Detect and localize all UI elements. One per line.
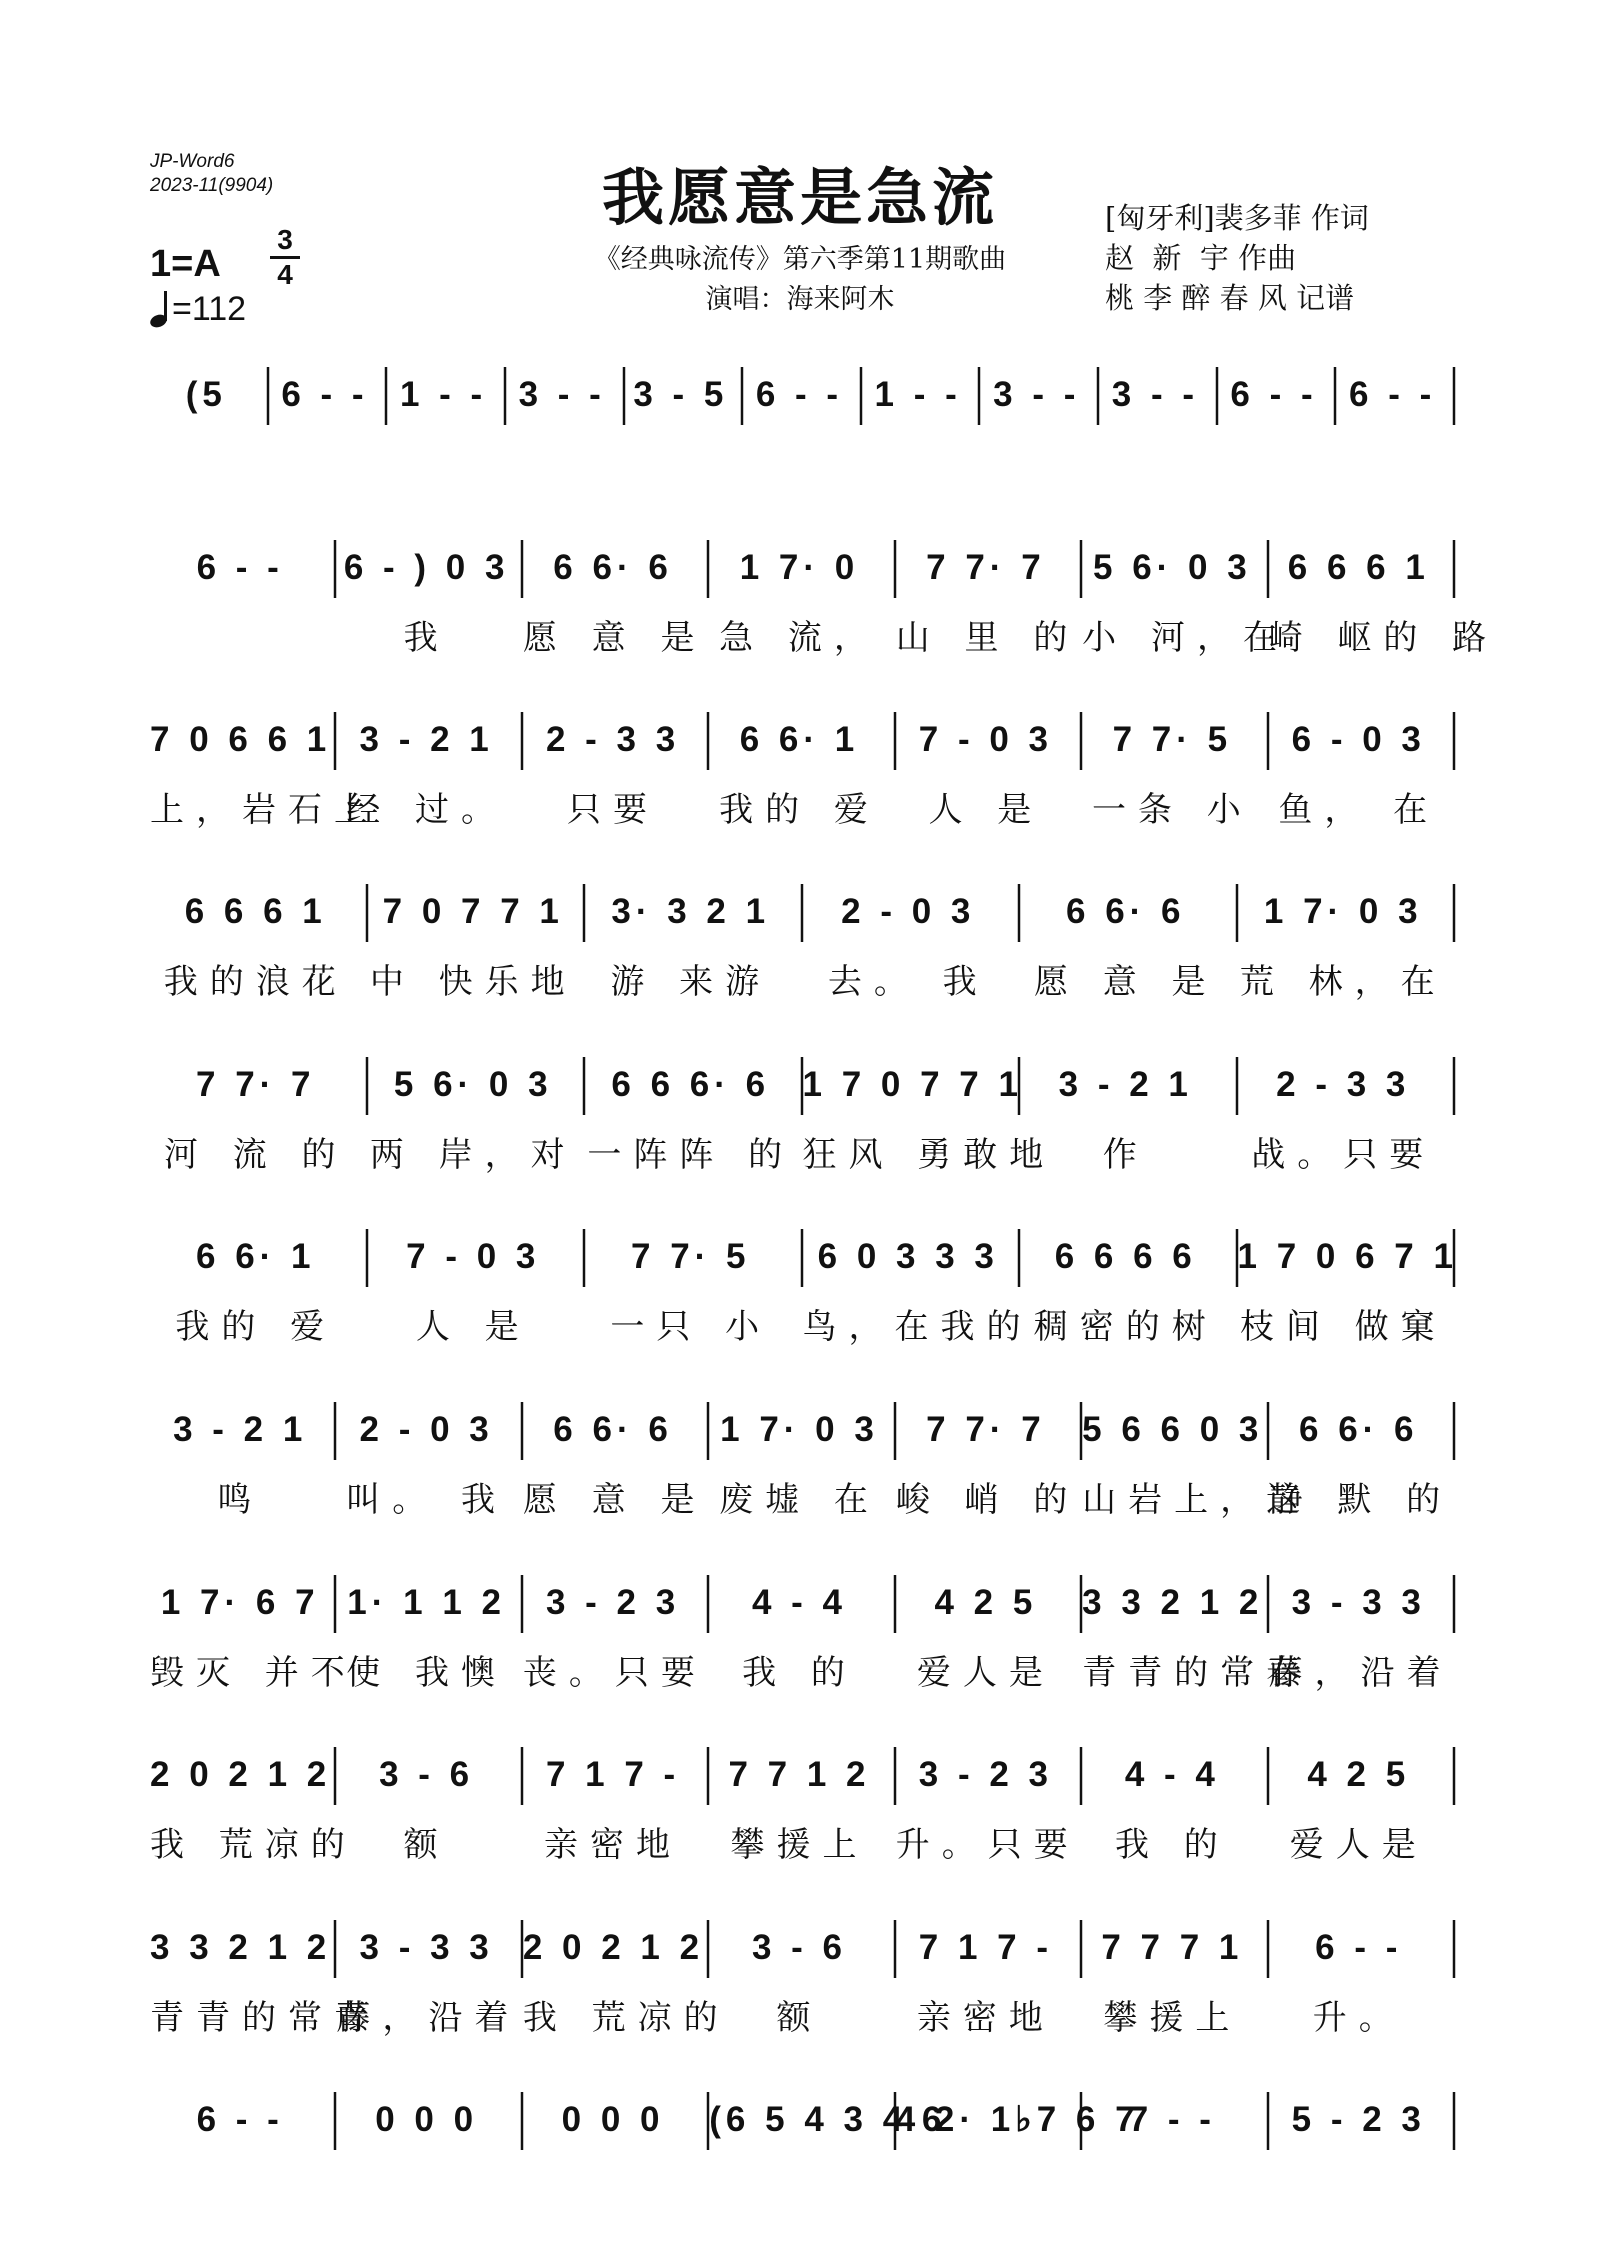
- measure-lyrics: 使 我懊: [346, 1653, 508, 1693]
- measure-lyrics: 亲密地: [916, 1998, 1055, 2038]
- measure-lyrics: 两 岸，对: [369, 1135, 577, 1175]
- measure-notes: 3 - 3 3: [1291, 1583, 1426, 1622]
- measure: [336, 690, 516, 840]
- measure: [895, 1380, 1080, 1530]
- measure-notes: 2 - 0 3: [841, 892, 976, 931]
- measure-notes: 1 - -: [874, 375, 962, 414]
- measure-notes: 6 6· 6: [1299, 1410, 1419, 1449]
- measure-notes: 7 7· 7: [926, 548, 1046, 587]
- measure-notes: 7 - -: [1128, 2100, 1216, 2139]
- measure: [506, 345, 619, 495]
- measure: [1268, 1380, 1453, 1530]
- measure: [895, 518, 1080, 668]
- measure-lyrics: 作: [1102, 1135, 1149, 1175]
- measure-notes: 2 - 3 3: [1276, 1065, 1411, 1104]
- software-name: JP-Word6: [150, 151, 235, 172]
- measure-notes: 3 3 2 1 2: [1082, 1583, 1264, 1622]
- measure-lyrics: 狂风 勇敢地: [802, 1135, 1056, 1175]
- measure: [1269, 1898, 1449, 2048]
- measure: [1020, 1035, 1232, 1185]
- measure-notes: 0 0 0: [561, 2100, 665, 2139]
- measure-lyrics: 一只 小: [610, 1307, 772, 1347]
- score-system: [150, 345, 1455, 495]
- measure-notes: 6 6· 6: [553, 1410, 673, 1449]
- measure-lyrics: [387, 443, 500, 487]
- measure-lyrics: 攀援上: [730, 1825, 869, 1865]
- measure-lyrics: 升。: [1312, 1998, 1405, 2038]
- measure: [709, 518, 889, 668]
- measure-lyrics: 一条 小: [1091, 790, 1253, 830]
- measure: [585, 862, 797, 1012]
- measure-notes: 6 - -: [196, 548, 284, 587]
- tempo-marking: [150, 290, 246, 329]
- score-system: [150, 1725, 1455, 1875]
- measure-lyrics: 河 流 的: [163, 1135, 348, 1175]
- measure: [336, 518, 516, 668]
- measure: [625, 345, 738, 495]
- measure-notes: 6 - -: [755, 375, 844, 414]
- measure-lyrics: 我 的: [1114, 1825, 1230, 1865]
- measure: [709, 1380, 889, 1530]
- measure-lyrics: 稠密的树: [1033, 1307, 1218, 1347]
- measure-notes: 7 - 0 3: [406, 1237, 541, 1276]
- measure-notes: 1 7· 0 3: [720, 1410, 879, 1449]
- measure-lyrics: 青青的常青: [150, 1998, 380, 2038]
- measure: [150, 1898, 380, 2048]
- measure-lyrics: 我的浪花: [163, 962, 348, 1002]
- measure-lyrics: 升。只要: [895, 1825, 1080, 1865]
- measure: [150, 862, 362, 1012]
- measure: [709, 2070, 947, 2220]
- measure: [585, 1035, 797, 1185]
- song-title: 我愿意是急流: [601, 161, 998, 234]
- measure-notes: 3 - 6: [379, 1755, 475, 1794]
- score-system: [150, 1553, 1455, 1703]
- measure-lyrics: 崎 岖的 路: [1268, 618, 1499, 658]
- measure-lyrics: [1082, 2168, 1262, 2212]
- measure-notes: 1· 1 1 2: [347, 1583, 506, 1622]
- measure-lyrics: 上，岩石上: [150, 790, 380, 830]
- measure-lyrics: [506, 443, 619, 487]
- measure-notes: 6 6 6· 6: [611, 1065, 771, 1104]
- measure-notes: 6 - -: [1315, 1928, 1403, 1967]
- measure-lyrics: [150, 443, 263, 487]
- measure-lyrics: 我的 爱: [719, 790, 880, 830]
- measure-lyrics: 枝间 做窠: [1239, 1307, 1447, 1347]
- measure: [896, 1898, 1076, 2048]
- measure-lyrics: 爱人是: [1289, 1825, 1428, 1865]
- measure: [802, 1207, 1033, 1357]
- measure-lyrics: 山 里 的: [895, 618, 1080, 658]
- measure: [709, 1898, 889, 2048]
- measure: [709, 1725, 889, 1875]
- measure: [803, 862, 1015, 1012]
- measure-lyrics: 游 来游: [610, 962, 772, 1002]
- measure-notes: 7 0 7 7 1: [382, 892, 564, 931]
- measure: [150, 690, 380, 840]
- measure-notes: 3 - -: [1111, 375, 1199, 414]
- measure: [368, 1035, 580, 1185]
- measure: [1238, 1035, 1450, 1185]
- measure-notes: 2 0 2 1 2: [150, 1755, 332, 1794]
- measure-notes: 7 1 7 -: [545, 1755, 681, 1794]
- measure: [336, 2070, 516, 2220]
- measure: [862, 345, 975, 495]
- measure-lyrics: 我 的: [742, 1653, 857, 1693]
- measure-notes: 7 7· 5: [631, 1237, 751, 1276]
- measure-notes: 6 6 6 1: [184, 892, 327, 931]
- measure-notes: 6 6 6 6: [1054, 1237, 1197, 1276]
- measure-notes: (6 5 4 3 4 6: [709, 2100, 947, 2139]
- measure-lyrics: [523, 2168, 703, 2212]
- key-signature: 1=A: [150, 243, 221, 285]
- score-system: [150, 1380, 1455, 1530]
- measure: [980, 345, 1093, 495]
- measure-notes: 6 0 3 3 3: [817, 1237, 999, 1276]
- measure-notes: 4 2 5: [1307, 1755, 1411, 1794]
- measure-notes: 5 6· 0 3: [393, 1065, 553, 1104]
- measure: [1082, 690, 1262, 840]
- measure-notes: 4 - 4: [751, 1583, 848, 1622]
- measure: [150, 1035, 362, 1185]
- measure-lyrics: 攀援上: [1103, 1998, 1242, 2038]
- measure: [150, 518, 330, 668]
- measure: [1269, 690, 1449, 840]
- measure-lyrics: [1099, 443, 1212, 487]
- measure: [150, 1553, 357, 1703]
- measure-lyrics: [896, 2168, 1076, 2212]
- measure-lyrics: [269, 443, 382, 487]
- measure-notes: 5 - 2 3: [1291, 2100, 1426, 2139]
- measure-notes: 6 6· 1: [196, 1237, 316, 1276]
- measure-notes: 3· 3 2 1: [611, 892, 771, 931]
- measure-lyrics: 小 河，在: [1082, 618, 1289, 658]
- measure: [1268, 518, 1499, 668]
- time-signature-top: 3: [277, 224, 293, 255]
- measure-lyrics: [862, 443, 975, 487]
- measure-lyrics: [150, 616, 330, 660]
- measure-lyrics: 毁灭 并不: [150, 1653, 357, 1693]
- measure-notes: 6 6· 1: [739, 720, 860, 759]
- measure-notes: 5 6· 0 3: [1093, 548, 1252, 587]
- measure-notes: 2 - 0 3: [359, 1410, 494, 1449]
- measure: [743, 345, 856, 495]
- measure: [150, 2070, 330, 2220]
- measure-notes: 3 - 5: [633, 375, 729, 414]
- measure-notes: 7 0 6 6 1: [150, 720, 332, 759]
- measure-lyrics: 人 是: [415, 1307, 531, 1347]
- credit-transcriber: 桃 李 醉 春 风 记谱: [1105, 281, 1355, 315]
- measure-notes: (5: [185, 375, 227, 414]
- measure-lyrics: [1269, 2168, 1449, 2212]
- measure: [368, 1207, 580, 1357]
- measure-lyrics: 废墟 在: [719, 1480, 880, 1520]
- measure: [709, 690, 889, 840]
- measure-lyrics: 鸣: [217, 1480, 264, 1520]
- measure: [1082, 2070, 1262, 2220]
- measure-lyrics: [743, 443, 856, 487]
- measure: [336, 1898, 521, 2048]
- measure-notes: 2 - 3 3: [545, 720, 681, 759]
- measure: [1336, 345, 1449, 495]
- measure: [802, 1035, 1056, 1185]
- credits: [1105, 198, 1369, 318]
- measure-lyrics: 鸟，在我的: [802, 1307, 1033, 1347]
- measure-notes: 2 0 2 1 2: [522, 1928, 705, 1967]
- measure: [522, 1898, 730, 2048]
- measure-lyrics: [980, 443, 1093, 487]
- measure-lyrics: 荒 林，在: [1239, 962, 1447, 1002]
- measure-lyrics: 中 快乐地: [369, 962, 577, 1002]
- measure-notes: 6 - -: [1230, 375, 1318, 414]
- measure-notes: 6 - ) 0 3: [343, 548, 510, 587]
- measure-notes: 4 2· 1♭7 6 7: [895, 2100, 1140, 2139]
- measure-notes: 7 - 0 3: [918, 720, 1054, 759]
- measure: [1082, 1725, 1262, 1875]
- measure-lyrics: 山岩上，这: [1082, 1480, 1313, 1520]
- credit-composer: 赵 新 宇 作曲: [1105, 241, 1297, 275]
- measure-notes: 0 0 0: [375, 2100, 479, 2139]
- measure-notes: 1 7 0 7 7 1: [802, 1065, 1023, 1104]
- measure-notes: 1 7· 0 3: [1263, 892, 1423, 931]
- measure: [895, 1725, 1080, 1875]
- measure-notes: 3 - 2 3: [918, 1755, 1054, 1794]
- measure: [896, 690, 1076, 840]
- measure-lyrics: 额: [776, 1998, 823, 2038]
- measure-notes: 3 - 2 3: [545, 1583, 681, 1622]
- measure: [368, 862, 580, 1012]
- measure: [1238, 862, 1450, 1012]
- measure-lyrics: 战。只要: [1251, 1135, 1436, 1175]
- tempo-value: =112: [172, 290, 247, 328]
- measure-lyrics: 我: [403, 618, 450, 658]
- measure-notes: 6 - -: [1349, 375, 1437, 414]
- measure-notes: 6 6· 6: [1066, 892, 1186, 931]
- measure: [522, 1380, 707, 1530]
- measure-lyrics: 去。 我: [827, 962, 989, 1002]
- measure-notes: 7 7· 7: [196, 1065, 316, 1104]
- measure-lyrics: [709, 2168, 889, 2212]
- measure: [1082, 1380, 1313, 1530]
- measure-notes: 1 7· 6 7: [160, 1583, 320, 1622]
- measure: [150, 345, 263, 495]
- measure-lyrics: [1336, 443, 1449, 487]
- score-system: [150, 1898, 1455, 2048]
- measure: [896, 1553, 1076, 1703]
- measure: [387, 345, 500, 495]
- measure-lyrics: [150, 2168, 330, 2212]
- measure-notes: 1 7· 0: [739, 548, 860, 587]
- measure: [895, 2070, 1140, 2220]
- measure-notes: 6 6· 6: [553, 548, 673, 587]
- measure-lyrics: 青青的常春: [1082, 1653, 1313, 1693]
- subtitle: 《经典咏流传》第六季第11期歌曲: [593, 244, 1007, 275]
- measure-notes: 7 7 1 2: [728, 1755, 871, 1794]
- measure-notes: 3 - -: [993, 375, 1081, 414]
- measure-notes: 6 - -: [196, 2100, 284, 2139]
- measure-lyrics: 愿 意 是: [522, 618, 707, 658]
- measure-lyrics: 藤，沿着: [1268, 1653, 1453, 1693]
- quarter-note-icon: [150, 295, 172, 329]
- score-system: [150, 1035, 1455, 1185]
- measure: [1237, 1207, 1458, 1357]
- measure: [336, 1380, 516, 1530]
- measure-lyrics: 藤，沿着: [336, 1998, 521, 2038]
- measure: [1082, 518, 1289, 668]
- measure-notes: 1 7 0 6 7 1: [1237, 1237, 1458, 1276]
- measure: [1082, 1898, 1262, 2048]
- measure: [585, 1207, 797, 1357]
- score-system: [150, 862, 1455, 1012]
- measure-notes: 3 3 2 1 2: [150, 1928, 332, 1967]
- score-system: [150, 2070, 1455, 2220]
- measure: [1269, 2070, 1449, 2220]
- measure-notes: 4 2 5: [934, 1583, 1038, 1622]
- measure: [709, 1553, 889, 1703]
- measure: [522, 518, 707, 668]
- measure: [1020, 1207, 1232, 1357]
- measure-lyrics: 人 是: [928, 790, 1044, 830]
- measure: [150, 1725, 357, 1875]
- time-signature-bottom: 4: [277, 259, 293, 290]
- measure-notes: 6 6 6 1: [1287, 548, 1430, 587]
- measure-notes: 6 - 0 3: [1291, 720, 1426, 759]
- measure-notes: 7 7 7 1: [1101, 1928, 1244, 1967]
- measure-lyrics: 愿 意 是: [1033, 962, 1218, 1002]
- measure-lyrics: 鱼， 在: [1278, 790, 1440, 830]
- measure-lyrics: [625, 443, 738, 487]
- measure-notes: 7 7· 5: [1112, 720, 1233, 759]
- measure-notes: 1 - -: [399, 375, 488, 414]
- measure-notes: 5 6 6 0 3: [1082, 1410, 1264, 1449]
- measure-lyrics: 额: [403, 1825, 450, 1865]
- measure-lyrics: [1218, 443, 1331, 487]
- measure-notes: 7 1 7 -: [918, 1928, 1054, 1967]
- measure-notes: 3 - 6: [751, 1928, 848, 1967]
- measure: [336, 1553, 516, 1703]
- measure: [269, 345, 382, 495]
- measure: [150, 1380, 330, 1530]
- score-system: [150, 1207, 1458, 1357]
- measure: [1269, 1725, 1449, 1875]
- measure-notes: 7 7· 7: [926, 1410, 1046, 1449]
- credit-lyricist: [匈牙利]裴多菲 作词: [1105, 201, 1369, 235]
- measure-lyrics: 爱人是: [916, 1653, 1055, 1693]
- performer: 演唱：海来阿木: [705, 284, 895, 315]
- measure-lyrics: 静 默 的: [1268, 1480, 1453, 1520]
- measure-notes: 6 - -: [281, 375, 369, 414]
- measure-lyrics: 丧。只要: [522, 1653, 707, 1693]
- measure-lyrics: 峻 峭 的: [895, 1480, 1080, 1520]
- measure-lyrics: 我的 爱: [175, 1307, 337, 1347]
- measure-lyrics: 一阵阵 的: [587, 1135, 795, 1175]
- measure: [1218, 345, 1331, 495]
- measure-notes: 3 - 3 3: [359, 1928, 494, 1967]
- measure: [1082, 1553, 1313, 1703]
- time-signature: [270, 226, 300, 289]
- measure-lyrics: 我 荒凉的: [150, 1825, 357, 1865]
- measure-notes: 4 - 4: [1124, 1755, 1220, 1794]
- measure-lyrics: 叫。 我: [346, 1480, 508, 1520]
- measure: [523, 2070, 703, 2220]
- date-code: 2023-11(9904): [150, 175, 274, 196]
- measure-lyrics: 只要: [567, 790, 660, 830]
- measure: [1099, 345, 1212, 495]
- measure: [523, 690, 703, 840]
- measure: [522, 1553, 707, 1703]
- measure-lyrics: 亲密地: [544, 1825, 683, 1865]
- measure: [1020, 862, 1232, 1012]
- score-system: [150, 518, 1499, 668]
- measure-lyrics: 经 过。: [346, 790, 508, 830]
- measure-lyrics: [336, 2168, 516, 2212]
- measure-notes: 3 - 2 1: [1058, 1065, 1193, 1104]
- measure: [150, 1207, 362, 1357]
- measure: [1268, 1553, 1453, 1703]
- measure-notes: 3 - 2 1: [173, 1410, 308, 1449]
- measure-lyrics: 我 荒凉的: [522, 1998, 730, 2038]
- measure-notes: 3 - 2 1: [359, 720, 494, 759]
- measure: [523, 1725, 703, 1875]
- measure-lyrics: 愿 意 是: [522, 1480, 707, 1520]
- measure-notes: 3 - -: [518, 375, 606, 414]
- measure: [336, 1725, 516, 1875]
- measure-lyrics: 急 流，: [719, 618, 880, 658]
- score-system: [150, 690, 1455, 840]
